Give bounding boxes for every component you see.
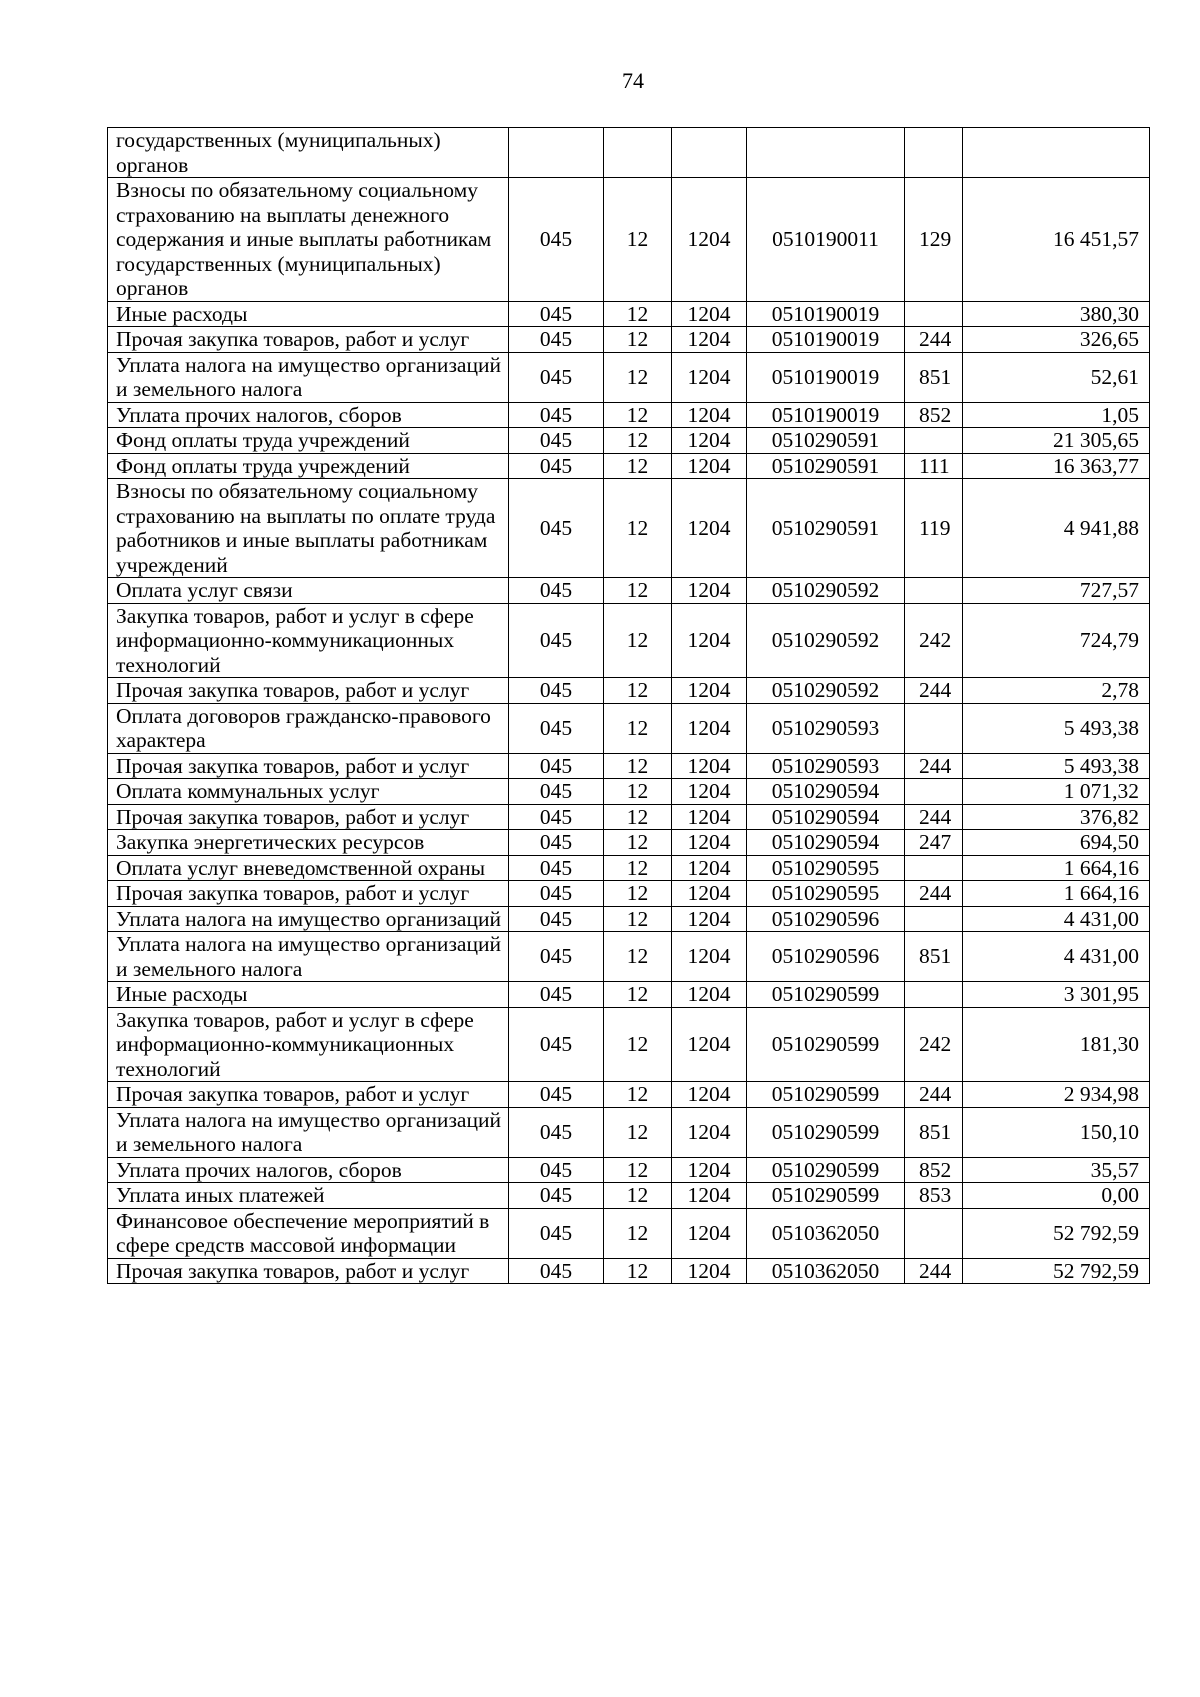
table-row xyxy=(108,906,1150,932)
cell-subsection-code: 1204 xyxy=(672,1258,747,1284)
table-row xyxy=(108,881,1150,907)
table-row xyxy=(108,1208,1150,1258)
cell-section-code: 12 xyxy=(604,906,672,932)
cell-amount: 4 431,00 xyxy=(963,906,1150,932)
cell-subsection-code: 1204 xyxy=(672,327,747,353)
cell-ministry-code: 045 xyxy=(509,932,604,982)
cell-section-code: 12 xyxy=(604,881,672,907)
cell-name: Взносы по обязательному социальному страхованию на выплаты по оплате труда работников и иные выплаты работникам учреждений xyxy=(108,479,509,578)
table-row xyxy=(108,327,1150,353)
cell-expense-type-code xyxy=(905,578,963,604)
cell-name: Прочая закупка товаров, работ и услуг xyxy=(108,1082,509,1108)
cell-section-code: 12 xyxy=(604,804,672,830)
cell-target-article-code: 0510290593 xyxy=(747,753,905,779)
table-row xyxy=(108,1258,1150,1284)
cell-section-code: 12 xyxy=(604,678,672,704)
cell-subsection-code: 1204 xyxy=(672,830,747,856)
cell-target-article-code: 0510290596 xyxy=(747,906,905,932)
cell-ministry-code: 045 xyxy=(509,1208,604,1258)
cell-name: Иные расходы xyxy=(108,301,509,327)
table-row xyxy=(108,1082,1150,1108)
cell-ministry-code: 045 xyxy=(509,779,604,805)
cell-target-article-code: 0510290599 xyxy=(747,1082,905,1108)
cell-subsection-code: 1204 xyxy=(672,678,747,704)
cell-ministry-code: 045 xyxy=(509,804,604,830)
cell-expense-type-code xyxy=(905,1208,963,1258)
cell-expense-type-code xyxy=(905,703,963,753)
table-row xyxy=(108,932,1150,982)
cell-subsection-code: 1204 xyxy=(672,178,747,302)
cell-name: Уплата иных платежей xyxy=(108,1183,509,1209)
cell-target-article-code: 0510190019 xyxy=(747,352,905,402)
cell-amount: 1 664,16 xyxy=(963,855,1150,881)
cell-ministry-code: 045 xyxy=(509,327,604,353)
cell-section-code: 12 xyxy=(604,1082,672,1108)
cell-name: Прочая закупка товаров, работ и услуг xyxy=(108,804,509,830)
cell-section-code: 12 xyxy=(604,402,672,428)
table-row xyxy=(108,703,1150,753)
cell-name: Уплата налога на имущество организаций и земельного налога xyxy=(108,1107,509,1157)
cell-subsection-code: 1204 xyxy=(672,1208,747,1258)
cell-expense-type-code: 851 xyxy=(905,1107,963,1157)
cell-expense-type-code xyxy=(905,128,963,178)
cell-amount: 150,10 xyxy=(963,1107,1150,1157)
cell-ministry-code: 045 xyxy=(509,352,604,402)
cell-subsection-code xyxy=(672,128,747,178)
cell-amount: 2 934,98 xyxy=(963,1082,1150,1108)
cell-name: Оплата услуг связи xyxy=(108,578,509,604)
cell-target-article-code: 0510290591 xyxy=(747,428,905,454)
cell-name: Фонд оплаты труда учреждений xyxy=(108,453,509,479)
cell-amount: 1 664,16 xyxy=(963,881,1150,907)
table-row xyxy=(108,578,1150,604)
cell-name: Взносы по обязательному социальному страхованию на выплаты денежного содержания и иные выплаты работникам государственных (муниципальных) органов xyxy=(108,178,509,302)
cell-expense-type-code xyxy=(905,428,963,454)
table-row xyxy=(108,453,1150,479)
cell-target-article-code: 0510190019 xyxy=(747,327,905,353)
cell-subsection-code: 1204 xyxy=(672,301,747,327)
cell-expense-type-code: 242 xyxy=(905,1007,963,1082)
cell-expense-type-code: 244 xyxy=(905,678,963,704)
cell-subsection-code: 1204 xyxy=(672,906,747,932)
table-row xyxy=(108,402,1150,428)
cell-target-article-code: 0510290599 xyxy=(747,1183,905,1209)
cell-expense-type-code xyxy=(905,982,963,1008)
cell-section-code: 12 xyxy=(604,178,672,302)
cell-expense-type-code: 244 xyxy=(905,1258,963,1284)
cell-section-code: 12 xyxy=(604,1183,672,1209)
cell-subsection-code: 1204 xyxy=(672,1107,747,1157)
cell-name: Прочая закупка товаров, работ и услуг xyxy=(108,881,509,907)
cell-ministry-code: 045 xyxy=(509,453,604,479)
cell-target-article-code: 0510290599 xyxy=(747,1107,905,1157)
table-row xyxy=(108,1183,1150,1209)
cell-amount xyxy=(963,128,1150,178)
cell-section-code: 12 xyxy=(604,327,672,353)
cell-target-article-code: 0510290592 xyxy=(747,678,905,704)
cell-section-code: 12 xyxy=(604,352,672,402)
cell-amount: 4 431,00 xyxy=(963,932,1150,982)
cell-subsection-code: 1204 xyxy=(672,881,747,907)
cell-subsection-code: 1204 xyxy=(672,1082,747,1108)
cell-target-article-code: 0510290599 xyxy=(747,982,905,1008)
cell-section-code: 12 xyxy=(604,301,672,327)
table-row xyxy=(108,128,1150,178)
cell-ministry-code: 045 xyxy=(509,703,604,753)
cell-expense-type-code: 244 xyxy=(905,753,963,779)
cell-expense-type-code: 111 xyxy=(905,453,963,479)
cell-expense-type-code: 247 xyxy=(905,830,963,856)
cell-section-code: 12 xyxy=(604,453,672,479)
cell-name: Прочая закупка товаров, работ и услуг xyxy=(108,753,509,779)
cell-ministry-code: 045 xyxy=(509,1183,604,1209)
cell-name: Иные расходы xyxy=(108,982,509,1008)
cell-target-article-code: 0510190019 xyxy=(747,402,905,428)
cell-ministry-code: 045 xyxy=(509,678,604,704)
cell-subsection-code: 1204 xyxy=(672,1007,747,1082)
cell-target-article-code: 0510290599 xyxy=(747,1157,905,1183)
cell-ministry-code: 045 xyxy=(509,1157,604,1183)
cell-expense-type-code xyxy=(905,301,963,327)
table-row xyxy=(108,603,1150,678)
cell-ministry-code: 045 xyxy=(509,855,604,881)
cell-section-code: 12 xyxy=(604,1258,672,1284)
cell-ministry-code xyxy=(509,128,604,178)
cell-section-code: 12 xyxy=(604,603,672,678)
cell-target-article-code: 0510190019 xyxy=(747,301,905,327)
table-row xyxy=(108,352,1150,402)
cell-ministry-code: 045 xyxy=(509,479,604,578)
cell-section-code: 12 xyxy=(604,578,672,604)
table-row xyxy=(108,479,1150,578)
cell-subsection-code: 1204 xyxy=(672,779,747,805)
table-row xyxy=(108,1107,1150,1157)
cell-target-article-code: 0510362050 xyxy=(747,1258,905,1284)
cell-amount: 52,61 xyxy=(963,352,1150,402)
cell-name: Уплата налога на имущество организаций и земельного налога xyxy=(108,932,509,982)
table-row xyxy=(108,301,1150,327)
cell-ministry-code: 045 xyxy=(509,1107,604,1157)
table-row xyxy=(108,1157,1150,1183)
cell-amount: 0,00 xyxy=(963,1183,1150,1209)
cell-amount: 724,79 xyxy=(963,603,1150,678)
cell-section-code: 12 xyxy=(604,428,672,454)
table-row xyxy=(108,678,1150,704)
cell-subsection-code: 1204 xyxy=(672,703,747,753)
cell-section-code: 12 xyxy=(604,753,672,779)
cell-target-article-code: 0510290592 xyxy=(747,603,905,678)
cell-section-code xyxy=(604,128,672,178)
table-row xyxy=(108,1007,1150,1082)
cell-name: государственных (муниципальных) органов xyxy=(108,128,509,178)
cell-subsection-code: 1204 xyxy=(672,402,747,428)
cell-expense-type-code: 244 xyxy=(905,804,963,830)
cell-section-code: 12 xyxy=(604,1107,672,1157)
cell-target-article-code xyxy=(747,128,905,178)
table-row xyxy=(108,855,1150,881)
cell-ministry-code: 045 xyxy=(509,301,604,327)
cell-expense-type-code: 242 xyxy=(905,603,963,678)
cell-target-article-code: 0510362050 xyxy=(747,1208,905,1258)
cell-amount: 5 493,38 xyxy=(963,753,1150,779)
cell-name: Прочая закупка товаров, работ и услуг xyxy=(108,1258,509,1284)
cell-subsection-code: 1204 xyxy=(672,352,747,402)
cell-name: Оплата договоров гражданско-правового характера xyxy=(108,703,509,753)
cell-subsection-code: 1204 xyxy=(672,453,747,479)
cell-expense-type-code: 244 xyxy=(905,1082,963,1108)
cell-ministry-code: 045 xyxy=(509,178,604,302)
cell-name: Закупка товаров, работ и услуг в сфере информационно-коммуникационных технологий xyxy=(108,1007,509,1082)
cell-amount: 380,30 xyxy=(963,301,1150,327)
cell-amount: 21 305,65 xyxy=(963,428,1150,454)
cell-subsection-code: 1204 xyxy=(672,578,747,604)
cell-ministry-code: 045 xyxy=(509,1082,604,1108)
cell-amount: 1,05 xyxy=(963,402,1150,428)
cell-amount: 1 071,32 xyxy=(963,779,1150,805)
cell-name: Закупка товаров, работ и услуг в сфере информационно-коммуникационных технологий xyxy=(108,603,509,678)
cell-target-article-code: 0510290596 xyxy=(747,932,905,982)
cell-target-article-code: 0510290599 xyxy=(747,1007,905,1082)
table-row xyxy=(108,779,1150,805)
cell-expense-type-code: 851 xyxy=(905,932,963,982)
cell-subsection-code: 1204 xyxy=(672,428,747,454)
cell-name: Финансовое обеспечение мероприятий в сфере средств массовой информации xyxy=(108,1208,509,1258)
cell-ministry-code: 045 xyxy=(509,753,604,779)
cell-subsection-code: 1204 xyxy=(672,982,747,1008)
cell-expense-type-code xyxy=(905,855,963,881)
cell-amount: 52 792,59 xyxy=(963,1208,1150,1258)
cell-name: Уплата прочих налогов, сборов xyxy=(108,402,509,428)
cell-amount: 4 941,88 xyxy=(963,479,1150,578)
cell-expense-type-code: 129 xyxy=(905,178,963,302)
cell-subsection-code: 1204 xyxy=(672,603,747,678)
table-row xyxy=(108,753,1150,779)
cell-amount: 326,65 xyxy=(963,327,1150,353)
budget-table-body xyxy=(108,128,1150,1284)
cell-subsection-code: 1204 xyxy=(672,1157,747,1183)
cell-section-code: 12 xyxy=(604,1157,672,1183)
cell-name: Прочая закупка товаров, работ и услуг xyxy=(108,327,509,353)
cell-ministry-code: 045 xyxy=(509,1007,604,1082)
cell-name: Уплата налога на имущество организаций xyxy=(108,906,509,932)
cell-target-article-code: 0510290594 xyxy=(747,804,905,830)
cell-amount: 727,57 xyxy=(963,578,1150,604)
cell-ministry-code: 045 xyxy=(509,578,604,604)
cell-section-code: 12 xyxy=(604,479,672,578)
cell-section-code: 12 xyxy=(604,703,672,753)
cell-expense-type-code: 244 xyxy=(905,327,963,353)
cell-name: Уплата прочих налогов, сборов xyxy=(108,1157,509,1183)
cell-ministry-code: 045 xyxy=(509,1258,604,1284)
cell-name: Уплата налога на имущество организаций и земельного налога xyxy=(108,352,509,402)
cell-target-article-code: 0510290595 xyxy=(747,855,905,881)
cell-expense-type-code xyxy=(905,906,963,932)
cell-ministry-code: 045 xyxy=(509,830,604,856)
cell-expense-type-code xyxy=(905,779,963,805)
cell-ministry-code: 045 xyxy=(509,906,604,932)
cell-name: Фонд оплаты труда учреждений xyxy=(108,428,509,454)
cell-subsection-code: 1204 xyxy=(672,1183,747,1209)
cell-target-article-code: 0510290591 xyxy=(747,453,905,479)
cell-section-code: 12 xyxy=(604,830,672,856)
cell-ministry-code: 045 xyxy=(509,982,604,1008)
cell-subsection-code: 1204 xyxy=(672,753,747,779)
cell-amount: 52 792,59 xyxy=(963,1258,1150,1284)
cell-subsection-code: 1204 xyxy=(672,479,747,578)
table-row xyxy=(108,178,1150,302)
cell-ministry-code: 045 xyxy=(509,603,604,678)
cell-target-article-code: 0510290594 xyxy=(747,779,905,805)
cell-amount: 16 363,77 xyxy=(963,453,1150,479)
cell-target-article-code: 0510290591 xyxy=(747,479,905,578)
cell-name: Оплата услуг вневедомственной охраны xyxy=(108,855,509,881)
cell-amount: 694,50 xyxy=(963,830,1150,856)
table-row xyxy=(108,804,1150,830)
cell-amount: 5 493,38 xyxy=(963,703,1150,753)
cell-section-code: 12 xyxy=(604,779,672,805)
cell-expense-type-code: 852 xyxy=(905,402,963,428)
cell-expense-type-code: 852 xyxy=(905,1157,963,1183)
cell-target-article-code: 0510290592 xyxy=(747,578,905,604)
page-number: 74 xyxy=(622,68,644,93)
cell-name: Оплата коммунальных услуг xyxy=(108,779,509,805)
cell-target-article-code: 0510290595 xyxy=(747,881,905,907)
cell-amount: 3 301,95 xyxy=(963,982,1150,1008)
cell-subsection-code: 1204 xyxy=(672,804,747,830)
cell-section-code: 12 xyxy=(604,932,672,982)
cell-section-code: 12 xyxy=(604,1208,672,1258)
cell-amount: 376,82 xyxy=(963,804,1150,830)
cell-expense-type-code: 119 xyxy=(905,479,963,578)
cell-expense-type-code: 244 xyxy=(905,881,963,907)
cell-ministry-code: 045 xyxy=(509,881,604,907)
cell-target-article-code: 0510290594 xyxy=(747,830,905,856)
cell-ministry-code: 045 xyxy=(509,428,604,454)
table-row xyxy=(108,982,1150,1008)
cell-expense-type-code: 853 xyxy=(905,1183,963,1209)
cell-subsection-code: 1204 xyxy=(672,855,747,881)
cell-name: Закупка энергетических ресурсов xyxy=(108,830,509,856)
cell-section-code: 12 xyxy=(604,982,672,1008)
cell-amount: 16 451,57 xyxy=(963,178,1150,302)
table-row xyxy=(108,428,1150,454)
cell-target-article-code: 0510190011 xyxy=(747,178,905,302)
cell-amount: 2,78 xyxy=(963,678,1150,704)
cell-target-article-code: 0510290593 xyxy=(747,703,905,753)
cell-amount: 35,57 xyxy=(963,1157,1150,1183)
cell-section-code: 12 xyxy=(604,855,672,881)
cell-subsection-code: 1204 xyxy=(672,932,747,982)
budget-table xyxy=(107,127,1150,1284)
cell-name: Прочая закупка товаров, работ и услуг xyxy=(108,678,509,704)
cell-ministry-code: 045 xyxy=(509,402,604,428)
table-row xyxy=(108,830,1150,856)
cell-section-code: 12 xyxy=(604,1007,672,1082)
cell-amount: 181,30 xyxy=(963,1007,1150,1082)
cell-expense-type-code: 851 xyxy=(905,352,963,402)
